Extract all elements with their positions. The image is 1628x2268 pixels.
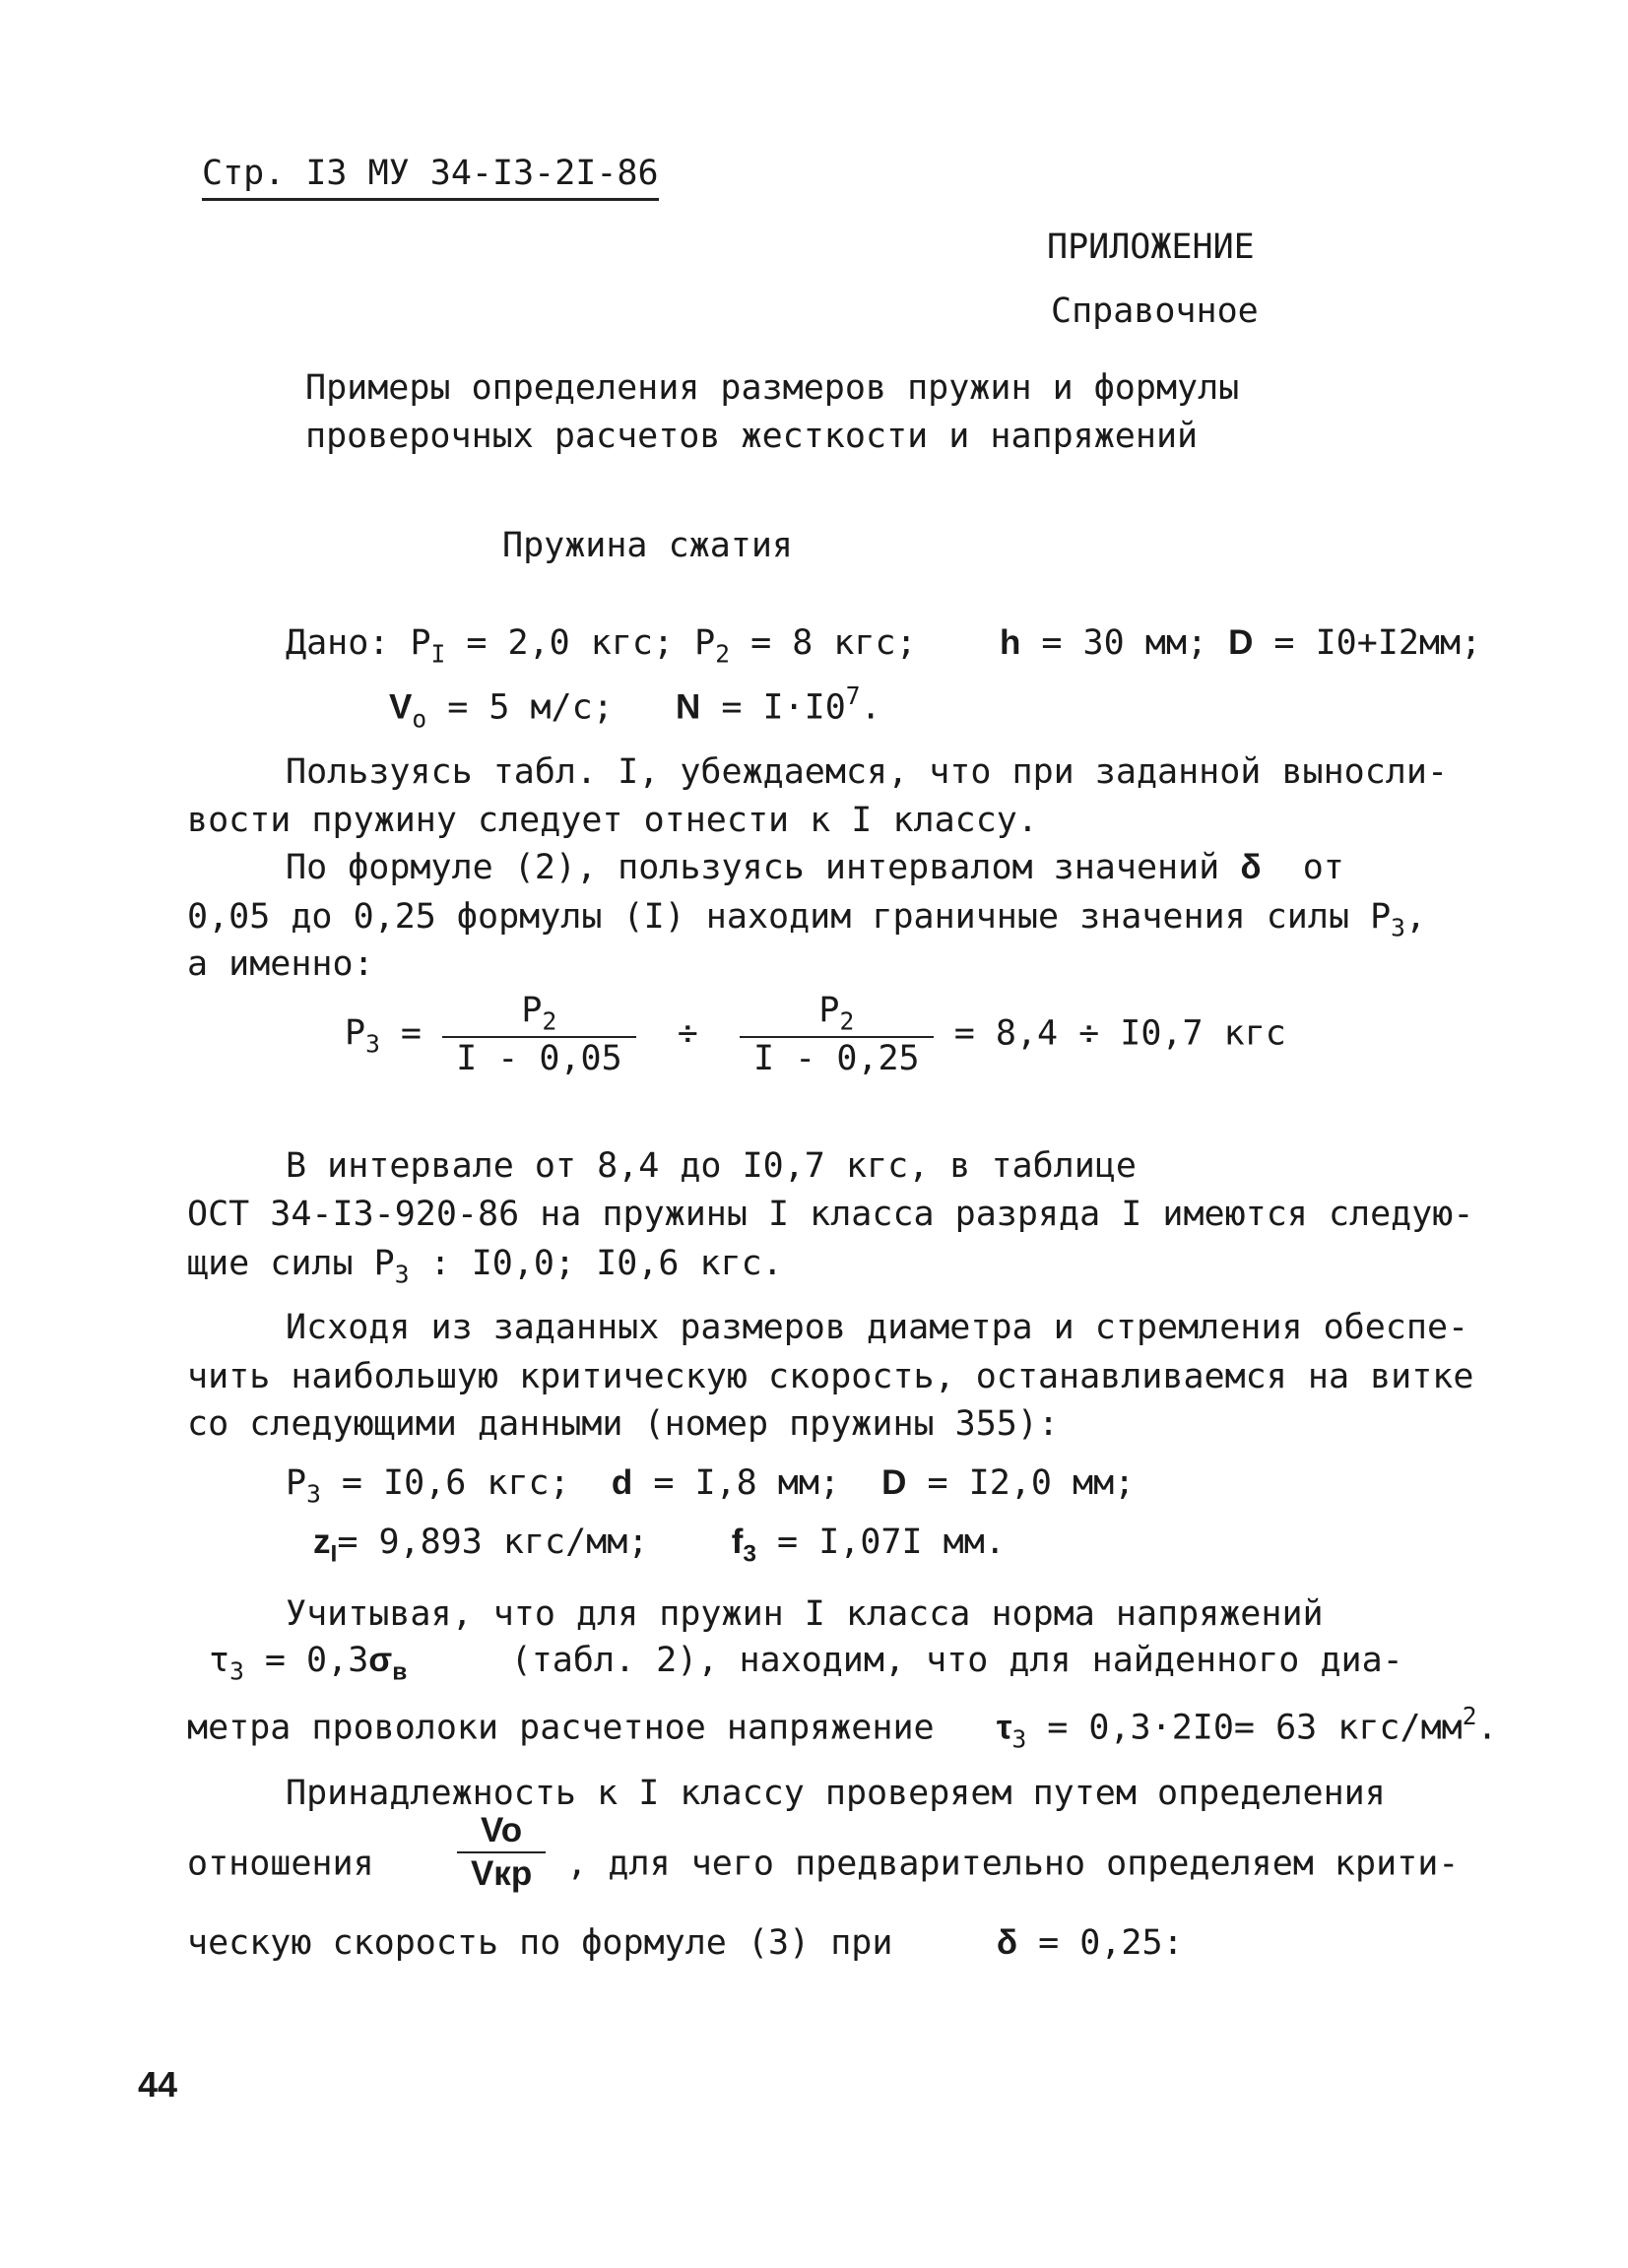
tau-symbol: τ — [209, 1641, 230, 1680]
fraction-1 — [442, 990, 636, 1079]
document-title-line1: Примеры определения размеров пружин и формулы — [305, 368, 1240, 408]
spring-p3-subscript: 3 — [306, 1479, 321, 1509]
paragraph-6-line3-text: ческую скорость по формуле (3) при — [187, 1923, 893, 1963]
paragraph-6-line2 — [187, 1810, 1459, 1895]
diameter-symbol: D — [1228, 623, 1254, 662]
v0-symbol: V — [389, 687, 413, 727]
n-exponent: 7 — [845, 681, 861, 710]
p2-subscript: 2 — [715, 639, 730, 669]
delta-value: = 0,25: — [1017, 1923, 1184, 1963]
appendix-label: ПРИЛОЖЕНИЕ — [1047, 227, 1255, 267]
wire-diameter-symbol: d — [611, 1463, 633, 1502]
sigma-symbol: σ — [368, 1641, 393, 1679]
paragraph-6-line2-text-a: отношения — [187, 1844, 374, 1884]
stress-norm-value: = 0,3 — [243, 1641, 369, 1680]
paragraph-4-line2: чить наибольшую критическую скорость, останавливаемся на витке — [187, 1357, 1474, 1396]
paragraph-3-subscript: 3 — [394, 1260, 410, 1289]
paragraph-5-line2 — [209, 1640, 1403, 1687]
paragraph-3-line1: В интервале от 8,4 до I0,7 кгс, в таблице — [286, 1146, 1137, 1186]
paragraph-4-line1: Исходя из заданных размеров диаметра и стремления обеспе- — [286, 1308, 1469, 1347]
p1-symbol: P — [410, 623, 431, 663]
v0-subscript: o — [412, 704, 427, 734]
given-values-line1 — [286, 622, 1481, 669]
page-number: 44 — [138, 2064, 178, 2105]
appendix-type: Справочное — [1051, 292, 1259, 331]
velocity-ratio-fraction — [457, 1810, 546, 1895]
formula-result: = 8,4 ÷ I0,7 кгс — [953, 1013, 1286, 1054]
fraction-2-num-symbol: P — [818, 991, 840, 1030]
diameter-value: = I0+I2мм; — [1253, 623, 1482, 663]
range-separator: ÷ — [677, 1013, 698, 1054]
fraction-1-num-symbol: P — [521, 991, 543, 1030]
wire-diameter-value: = I,8 мм; — [632, 1463, 840, 1503]
given-prefix: Дано: — [286, 623, 390, 663]
paragraph-5-line3 — [187, 1702, 1498, 1754]
n-symbol: N — [676, 687, 701, 727]
spring-p3-symbol: P — [286, 1463, 307, 1503]
fraction-1-numerator — [442, 990, 636, 1038]
paragraph-4-line3: со следующими данными (номер пружины 355): — [187, 1404, 1060, 1444]
formula-lhs-symbol: P — [345, 1013, 366, 1054]
h-value: = 30 мм; — [1020, 623, 1207, 663]
stiffness-value: = 9,893 кгс/мм; — [337, 1523, 649, 1562]
calculated-stress-value: = 0,3·2I0= 63 кгс/мм — [1026, 1708, 1463, 1748]
fraction-2 — [740, 990, 934, 1079]
paragraph-2-text-b: от — [1302, 848, 1344, 887]
p2-symbol: P — [694, 623, 716, 663]
paragraph-2-line2-text: 0,05 до 0,25 формулы (I) находим граничные значения силы P — [187, 897, 1392, 937]
unit-exponent: 2 — [1462, 1702, 1477, 1730]
paragraph-5-line2-text: (табл. 2), находим, что для найденного диа- — [510, 1641, 1403, 1680]
tau-calc-symbol: τ — [996, 1708, 1012, 1747]
deflection-value: = I,07I мм. — [755, 1523, 1006, 1562]
paragraph-2-line2-end: , — [1404, 897, 1427, 937]
spring-p3-value: = I0,6 кгс; — [320, 1463, 570, 1503]
delta-symbol: δ — [1240, 848, 1262, 886]
document-title-line2: проверочных расчетов жесткости и напряжений — [305, 417, 1199, 456]
stiffness-symbol: z — [313, 1523, 331, 1561]
paragraph-3-line3 — [187, 1243, 783, 1289]
paragraph-5-line3-end: . — [1476, 1708, 1498, 1748]
p1-value: = 2,0 кгс; — [445, 623, 675, 663]
fraction-1-denominator: I - 0,05 — [456, 1038, 622, 1078]
paragraph-1-line2: вости пружину следует отнести к I классу. — [187, 801, 1038, 840]
given-values-line2 — [389, 681, 881, 734]
paragraph-2-text-a: По формуле (2), пользуясь интервалом значений — [286, 848, 1220, 887]
spring-data-line2 — [313, 1522, 1006, 1569]
v0-value: = 5 м/с; — [426, 687, 614, 728]
paragraph-3-line3-text-b: : I0,0; I0,6 кгс. — [409, 1244, 783, 1283]
paragraph-6-line3 — [187, 1922, 1184, 1964]
fraction-2-numerator — [740, 990, 934, 1038]
deflection-symbol: f — [731, 1523, 744, 1561]
n-end: . — [860, 687, 881, 728]
paragraph-5-line3-text: метра проволоки расчетное напряжение — [187, 1708, 935, 1748]
formula-lhs — [345, 1013, 380, 1060]
p2-value: = 8 кгс; — [730, 623, 917, 663]
velocity-ratio-numerator: Vo — [457, 1810, 546, 1853]
paragraph-2-line2 — [187, 896, 1426, 942]
delta-symbol-2: δ — [996, 1923, 1018, 1962]
h-symbol: h — [999, 623, 1021, 662]
spring-diameter-value: = I2,0 мм; — [906, 1463, 1136, 1503]
section-heading: Пружина сжатия — [502, 526, 794, 565]
formula-lhs-subscript: 3 — [365, 1030, 380, 1060]
spring-data-line1 — [286, 1462, 1135, 1509]
paragraph-5-line1: Учитывая, что для пружин I класса норма напряжений — [286, 1594, 1324, 1634]
spring-diameter-symbol: D — [881, 1463, 907, 1502]
p1-subscript: I — [430, 639, 446, 669]
paragraph-3-line3-text-a: щие силы P — [187, 1244, 395, 1283]
sigma-subscript: в — [392, 1658, 408, 1686]
fraction-2-denominator: I - 0,25 — [753, 1038, 920, 1078]
n-value: = I·I0 — [700, 687, 846, 728]
tau-subscript: 3 — [229, 1656, 244, 1686]
p3-formula: $P_3$ = $\frac{P_2}{I - 0,05}$ ÷ $\frac{P_2}{I - 0,25}$ = 8,4 ÷ I0,7 кгс — [345, 991, 1286, 1078]
paragraph-2-line3: а именно: — [187, 944, 374, 984]
page-reference-header: Стр. I3 МУ 34-I3-2I-86 — [202, 153, 659, 201]
paragraph-2-line1 — [286, 847, 1344, 888]
paragraph-1-line1: Пользуясь табл. I, убеждаемся, что при заданной выносли- — [286, 752, 1449, 792]
paragraph-3-line2: ОСТ 34-I3-920-86 на пружины I класса разряда I имеются следую- — [187, 1195, 1474, 1234]
velocity-ratio-denominator: Vкр — [470, 1854, 533, 1893]
tau-calc-subscript: 3 — [1011, 1724, 1027, 1754]
fraction-1-num-subscript: 2 — [542, 1006, 557, 1036]
fraction-2-num-subscript: 2 — [839, 1006, 855, 1036]
p3-subscript: 3 — [1391, 913, 1405, 942]
stiffness-subscript: I — [330, 1540, 338, 1568]
paragraph-6-line1: Принадлежность к I классу проверяем путем определения — [286, 1774, 1386, 1813]
paragraph-6-line2-text-b: , для чего предварительно определяем крити- — [566, 1844, 1460, 1884]
deflection-subscript: 3 — [743, 1540, 756, 1568]
